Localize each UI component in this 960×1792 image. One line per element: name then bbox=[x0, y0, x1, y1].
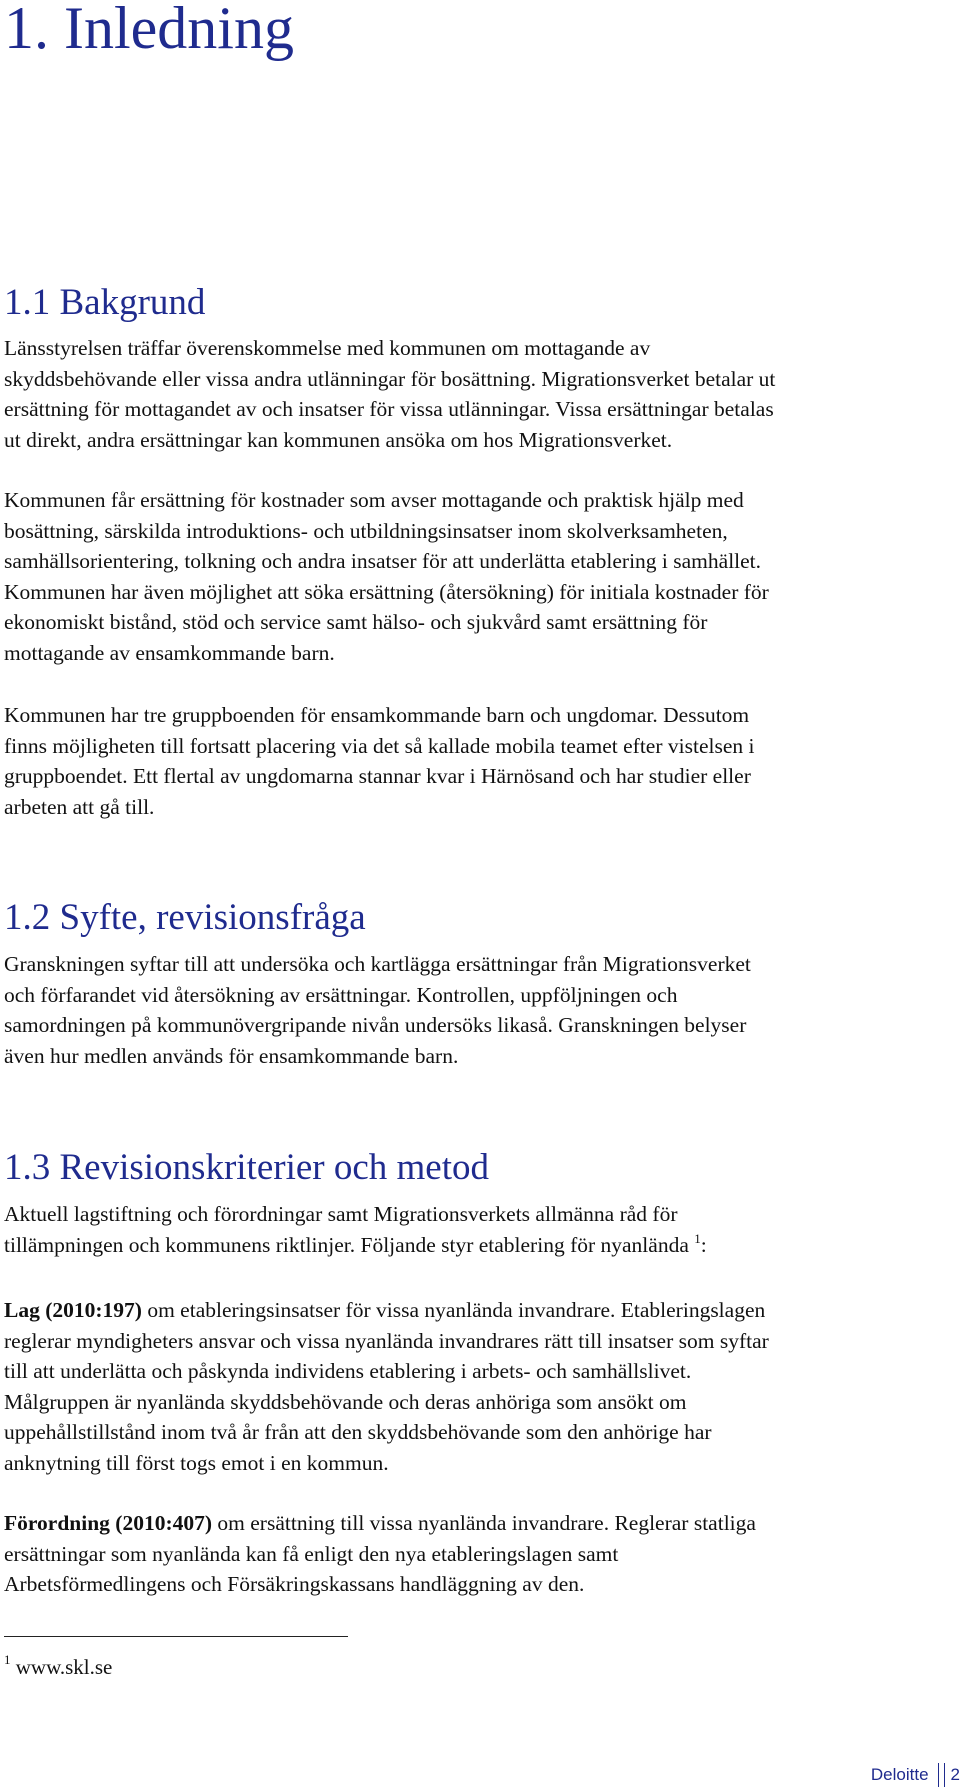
syfte-paragraph bbox=[4, 949, 944, 1071]
regulation-reference-bold: Förordning (2010:407) bbox=[4, 1511, 213, 1535]
text-line: ersättning för mottagandet av och insatser för vissa utlänningar. Vissa ersättningar betalas bbox=[4, 397, 774, 422]
page-footer bbox=[871, 1761, 960, 1789]
text-line: finns möjligheten till fortsatt placering via det så kallade mobila teamet efter vistelsen i bbox=[4, 733, 755, 758]
footnote bbox=[4, 1652, 112, 1682]
text-line: bosättning, särskilda introduktions- och utbildningsinsatser inom skolverksamheten, bbox=[4, 518, 728, 543]
metod-paragraph-1 bbox=[4, 1199, 944, 1260]
footer-divider bbox=[938, 1763, 939, 1787]
page-number: 2 bbox=[950, 1765, 960, 1784]
bakgrund-paragraph-3 bbox=[4, 700, 944, 822]
footnote-number: 1 bbox=[4, 1652, 11, 1667]
text-line: uppehållstillstånd inom två år från att den skyddsbehövande som den anhörige har bbox=[4, 1420, 712, 1445]
text-line bbox=[4, 1295, 944, 1326]
text-line: ut direkt, andra ersättningar kan kommunen ansöka om hos Migrationsverket. bbox=[4, 427, 673, 452]
forordning-paragraph bbox=[4, 1508, 944, 1600]
page-title: 1. Inledning bbox=[4, 0, 294, 61]
text-line: Aktuell lagstiftning och förordningar samt Migrationsverkets allmänna råd för bbox=[4, 1202, 678, 1226]
text-line: anknytning till först togs emot i en kommun. bbox=[4, 1450, 389, 1475]
text-line: Målgruppen är nyanlända skyddsbehövande och deras anhöriga som ansökt om bbox=[4, 1389, 687, 1414]
text-line bbox=[4, 1230, 944, 1261]
section-title-syfte: 1.2 Syfte, revisionsfråga bbox=[4, 897, 366, 938]
bakgrund-paragraph-2 bbox=[4, 485, 944, 669]
text-line: Länsstyrelsen träffar överenskommelse med kommunen om mottagande av bbox=[4, 336, 651, 360]
text-line: Arbetsförmedlingens och Försäkringskassans handläggning av den. bbox=[4, 1572, 585, 1597]
section-title-metod: 1.3 Revisionskriterier och metod bbox=[4, 1147, 490, 1188]
text-fragment: om ersättning till vissa nyanlända invandrare. Reglerar statliga bbox=[212, 1511, 756, 1535]
law-reference-bold: Lag (2010:197) bbox=[4, 1298, 142, 1322]
text-line: skyddsbehövande eller vissa andra utlänningar för bosättning. Migrationsverket betalar ut bbox=[4, 366, 776, 391]
lag-paragraph bbox=[4, 1295, 944, 1479]
text-line: ekonomiskt bistånd, stöd och service samt hälso- och sjukvård samt ersättning för bbox=[4, 610, 708, 635]
text-line: arbeten att gå till. bbox=[4, 794, 155, 819]
text-line bbox=[4, 1508, 944, 1539]
text-line: gruppboendet. Ett flertal av ungdomarna stannar kvar i Härnösand och har studier eller bbox=[4, 764, 751, 789]
text-line: ersättningar som nyanlända kan få enligt den nya etableringslagen samt bbox=[4, 1541, 619, 1566]
text-line: samordningen på kommunövergripande nivån undersöks likaså. Granskningen belyser bbox=[4, 1013, 747, 1038]
footnote-separator bbox=[4, 1636, 348, 1637]
text-line: Kommunen får ersättning för kostnader som avser mottagande och praktisk hjälp med bbox=[4, 488, 744, 512]
text-line: till att underlätta och påskynda individens etablering i arbets- och samhällslivet. bbox=[4, 1359, 692, 1384]
text-line: mottagande av ensamkommande barn. bbox=[4, 640, 335, 665]
text-line: Granskningen syftar till att undersöka och kartlägga ersättningar från Migrationsverket bbox=[4, 952, 751, 976]
text-line: Kommunen har tre gruppboenden för ensamkommande barn och ungdomar. Dessutom bbox=[4, 703, 750, 727]
footer-company: Deloitte bbox=[870, 1765, 929, 1784]
text-line: och förfarandet vid återsökning av ersättningar. Kontrollen, uppföljningen och bbox=[4, 982, 678, 1007]
text-line: reglerar myndigheters ansvar och vissa nyanlända invandrares rätt till insatser som syftar bbox=[4, 1328, 769, 1353]
section-title-bakgrund: 1.1 Bakgrund bbox=[4, 282, 206, 323]
footer-divider bbox=[944, 1763, 945, 1787]
text-fragment: om etableringsinsatser för vissa nyanlända invandrare. Etableringslagen bbox=[141, 1298, 766, 1322]
text-line: även hur medlen används för ensamkommande barn. bbox=[4, 1043, 459, 1068]
text-line: samhällsorientering, tolkning och andra insatser för att underlätta etablering i samhället. bbox=[4, 549, 762, 574]
text-fragment: tillämpningen och kommunens riktlinjer. Följande styr etablering för nyanlända bbox=[4, 1232, 689, 1257]
text-line: Kommunen har även möjlighet att söka ersättning (återsökning) för initiala kostnader för bbox=[4, 579, 769, 604]
footnote-link[interactable]: www.skl.se bbox=[10, 1655, 113, 1679]
footnote-reference[interactable]: 1 bbox=[694, 1230, 701, 1246]
text-fragment: : bbox=[700, 1232, 707, 1257]
bakgrund-paragraph-1 bbox=[4, 333, 944, 455]
